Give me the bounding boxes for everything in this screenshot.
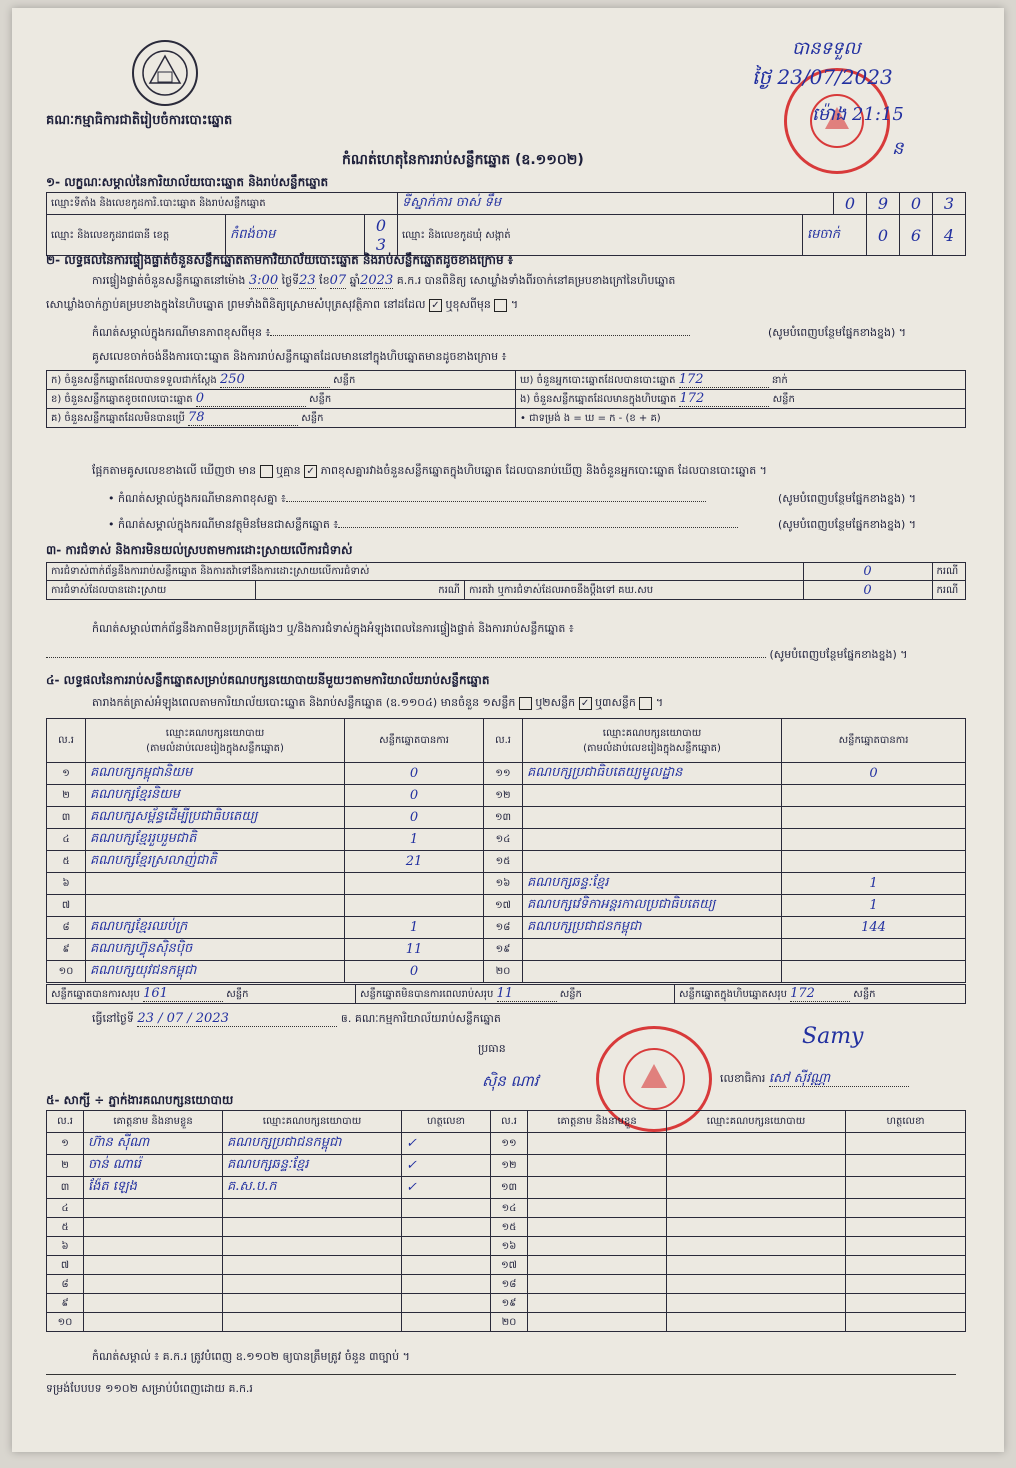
a-value[interactable]: 250	[220, 372, 330, 388]
table-row	[47, 829, 966, 851]
votes-value[interactable]: 144	[782, 917, 966, 939]
sheet1-checkbox[interactable]	[519, 697, 532, 710]
section2-para4: ផ្អែកតាមគូសលេខខាងលើ ឃើញថា មាន ឬគ្មាន ✓ ភាពខុសគ្នារវាងចំនួនសន្លឹកឆ្នោតក្នុងហិបឆ្នោត ដែលបានរាប់ឃើញ និងចំនួនអ្នកបោះឆ្នោត ដែលបានបោះឆ្នោត ។	[92, 464, 767, 477]
witness-name[interactable]	[84, 1199, 223, 1218]
row-no: ១៧	[491, 1256, 528, 1275]
votes-value[interactable]	[345, 873, 484, 895]
appeal-value[interactable]: 0	[803, 581, 932, 600]
diff-yes-checkbox[interactable]	[260, 465, 273, 478]
footnote: កំណត់សម្គាល់ ៖ គ.ក.រ ត្រូវបំពេញ ឧ.១១០២ ឲ្យបានត្រឹមត្រូវ ចំនួន ៣ច្បាប់ ។	[92, 1350, 410, 1363]
party-name[interactable]	[523, 807, 782, 829]
row-no: ១៥	[491, 1218, 528, 1237]
bullet2: • កំណត់សម្គាល់ក្នុងករណីមានវត្ថុមិនមែនជាសន្លឹកឆ្នោត ៖	[108, 518, 738, 532]
witness-signature[interactable]	[846, 1275, 966, 1294]
table-row	[47, 895, 966, 917]
witness-signature[interactable]	[846, 1313, 966, 1332]
party-name[interactable]	[523, 829, 782, 851]
witness-name[interactable]	[528, 1313, 667, 1332]
row-no: ៨	[47, 917, 86, 939]
section2-para3: គូសលេខចាក់ចង់នឹងការបោះឆ្នោត និងការរាប់សន្លឹកឆ្នោតដែលមាននៅក្នុងហិបឆ្នោតមានដូចខាងក្រោម ៖	[92, 350, 507, 363]
party-name[interactable]: គណបក្សខ្មែរនិយម	[86, 785, 345, 807]
votes-value[interactable]	[782, 939, 966, 961]
section3-title: ៣- ការជំទាស់ និងការមិនយល់ស្របតាមការដោះស្រាយលើការជំទាស់	[46, 543, 353, 557]
votes-value[interactable]: 0	[345, 763, 484, 785]
w-col-party-right: ឈ្មោះគណបក្សនយោបាយ	[667, 1111, 846, 1133]
secretary-sign: Samy	[802, 1024, 864, 1049]
row-no: ២	[47, 785, 86, 807]
witness-party[interactable]: គណបក្សឆន្ទៈខ្មែរ	[223, 1155, 402, 1177]
section4-title: ៤- លទ្ធផលនៃការរាប់សន្លឹកឆ្នោតសម្រាប់គណបក្សនយោបាយនីមួយៗតាមការិយាល័យរាប់សន្លឹកឆ្នោត	[46, 673, 490, 687]
witness-party[interactable]	[667, 1313, 846, 1332]
row-no: ៦	[47, 873, 86, 895]
party-name[interactable]	[523, 785, 782, 807]
witness-name[interactable]	[84, 1294, 223, 1313]
section1-table	[46, 192, 966, 256]
witness-signature[interactable]: ✓	[402, 1177, 491, 1199]
c-value[interactable]: 78	[188, 410, 298, 426]
witness-name[interactable]	[84, 1275, 223, 1294]
witness-name[interactable]: ហ៊ាន ស៊ីណា	[84, 1133, 223, 1155]
row-d: ឃ) ចំនួនអ្នកបោះឆ្នោតដែលបានបោះឆ្នោត 172 នាក់	[516, 371, 966, 390]
w-col-name-left: គោត្តនាម និងនាមខ្លួន	[84, 1111, 223, 1133]
witness-name[interactable]	[84, 1237, 223, 1256]
witness-party[interactable]	[223, 1294, 402, 1313]
province-value[interactable]: កំពង់ចាម	[226, 215, 365, 256]
resolved-unit: ករណី	[256, 581, 465, 600]
witness-party[interactable]	[223, 1313, 402, 1332]
section1-title: ១- លក្ខណៈសម្គាល់នៃការិយាល័យបោះឆ្នោត និងរាប់សន្លឹកឆ្នោត	[46, 175, 329, 189]
section4-intro: តារាងកត់ត្រាស់អំឡុងពេលតាមការិយាល័យបោះឆ្នោត និងរាប់សន្លឹកឆ្នោត (ឧ.១១០៤) មានចំនួន ១សន្លឹក ឬ២សន្លឹក ✓ ឬ៣សន្លឹក ។	[92, 696, 664, 709]
commune-code-0[interactable]: 0	[867, 215, 900, 256]
votes-value[interactable]	[782, 785, 966, 807]
objection-unit: ករណី	[932, 563, 965, 581]
section3-hint: (សូមបំពេញបន្ថែមផ្នែកខាងខ្នង) ។	[46, 648, 966, 662]
row-no: ១០	[47, 1313, 84, 1332]
table-row	[47, 1294, 966, 1313]
row-e: ង) ចំនួនសន្លឹកឆ្នោតដែលមានក្នុងហិបឆ្នោត 172 សន្លឹក	[516, 390, 966, 409]
witness-party[interactable]	[667, 1256, 846, 1275]
nec-logo	[130, 38, 200, 108]
witness-name[interactable]	[528, 1237, 667, 1256]
done-line: ធ្វើនៅថ្ងៃទី 23 / 07 / 2023 ឲ. គណៈកម្មការិយាល័យរាប់សន្លឹកឆ្នោត	[92, 1011, 501, 1026]
witness-party[interactable]	[667, 1294, 846, 1313]
e-value[interactable]: 172	[679, 391, 769, 407]
province-code[interactable]: 0 3	[365, 215, 398, 256]
row-no: ៣	[47, 807, 86, 829]
row-no: ១២	[491, 1155, 528, 1177]
row-no: ១	[47, 1133, 84, 1155]
row-no: ៦	[47, 1237, 84, 1256]
witness-signature[interactable]	[402, 1294, 491, 1313]
table-row	[47, 1275, 966, 1294]
table-row	[47, 1133, 966, 1155]
table-row	[47, 785, 966, 807]
received-label: បានទទួល	[792, 38, 861, 59]
col-votes-left: សន្លឹកឆ្នោតបានការ	[345, 719, 484, 763]
total-invalid: សន្លឹកឆ្នោតមិនបានការពេលរាប់សរុប 11 សន្លឹក	[356, 985, 675, 1004]
votes-value[interactable]: 1	[345, 829, 484, 851]
row-b: ខ) ចំនួនសន្លឹកឆ្នោតខូចពេលបោះឆ្នោត 0 សន្លឹក	[47, 390, 516, 409]
witness-signature[interactable]	[402, 1256, 491, 1275]
section3-note: កំណត់សម្គាល់ពាក់ព័ន្ធនឹងភាពមិនប្រក្រតីផ្សេងៗ ឬ/និងការជំទាស់ក្នុងអំឡុងពេលនៃការផ្ទៀងផ្ទាត់ និងការរាប់សន្លឹកឆ្នោត ៖	[92, 622, 574, 635]
witness-name[interactable]: ចាន់ ណារ៉េ	[84, 1155, 223, 1177]
location-label: ឈ្មោះទីតាំង និងលេខកូដការិ.បោះឆ្នោត និងរាប់សន្លឹកឆ្នោត	[47, 193, 398, 215]
witness-signature[interactable]	[846, 1155, 966, 1177]
row-no: ១៦	[484, 873, 523, 895]
col-no-left: ល.រ	[47, 719, 86, 763]
w-col-sign-left: ហត្ថលេខា	[402, 1111, 491, 1133]
witness-party[interactable]	[667, 1133, 846, 1155]
witness-signature[interactable]	[846, 1133, 966, 1155]
row-no: ២០	[484, 961, 523, 983]
row-no: ១១	[491, 1133, 528, 1155]
diff-no-checkbox[interactable]: ✓	[304, 465, 317, 478]
witness-name[interactable]	[528, 1294, 667, 1313]
row-no: ១៩	[484, 939, 523, 961]
witness-signature[interactable]	[402, 1199, 491, 1218]
table-row	[47, 807, 966, 829]
witness-party[interactable]	[667, 1275, 846, 1294]
sheet3-checkbox[interactable]	[639, 697, 652, 710]
party-name[interactable]: គណបក្សខ្មែររួបរួមជាតិ	[86, 829, 345, 851]
b-value[interactable]: 0	[196, 391, 306, 407]
votes-value[interactable]: 1	[782, 895, 966, 917]
secretary-line: លេខាធិការ សៅ ស៊ីវណ្ណា	[720, 1072, 909, 1087]
row-c: គ) ចំនួនសន្លឹកឆ្នោតដែលមិនបានប្រើ 78 សន្លឹក	[47, 409, 516, 428]
witness-party[interactable]	[667, 1177, 846, 1199]
w-col-sign-right: ហត្ថលេខា	[846, 1111, 966, 1133]
section2-para2: សោឃ្លាំងចាក់ភ្ជាប់គម្របខាងក្នុងនៃហិបឆ្នោត ព្រមទាំងពិនិត្យស្រោមសំបុត្រសុវត្ថិភាព នៅដដែល ✓ ឬខុសពីមុន ។	[46, 298, 519, 311]
party-name[interactable]: គណបក្សយុវជនកម្ពុជា	[86, 961, 345, 983]
total-box: សន្លឹកឆ្នោតក្នុងហិបឆ្នោតសរុប 172 សន្លឹក	[675, 985, 966, 1004]
row-no: ១៨	[491, 1275, 528, 1294]
w-col-name-right: គោត្តនាម និងនាមខ្លួន	[528, 1111, 667, 1133]
witness-name[interactable]	[528, 1218, 667, 1237]
org-name: គណៈកម្មាធិការជាតិរៀបចំការបោះឆ្នោត	[46, 113, 233, 128]
form-title: កំណត់ហេតុនៃការរាប់សន្លឹកឆ្នោត (ឧ.១១០២)	[342, 152, 584, 168]
total-valid-value[interactable]: 161	[143, 986, 223, 1002]
party-name[interactable]: គណបក្សសម្ព័ន្ធដើម្បីប្រជាធិបតេយ្យ	[86, 807, 345, 829]
row-no: ១៦	[491, 1237, 528, 1256]
witness-party[interactable]	[667, 1199, 846, 1218]
location-value[interactable]: ទីស្នាក់ការ ចាស់ ទឹម	[398, 193, 834, 215]
formula: • ជាទម្រង់ ង = ឃ = ក - (ខ + គ)	[516, 409, 966, 428]
count-table	[46, 370, 966, 428]
section2-note1: កំណត់សម្គាល់ក្នុងករណីមានភាពខុសពីមុន ៖	[92, 326, 690, 340]
party-name[interactable]	[86, 895, 345, 917]
col-party-right: ឈ្មោះគណបក្សនយោបាយ (តាមលំដាប់លេខរៀងក្នុងសន្លឹកឆ្នោត)	[523, 719, 782, 763]
col-party-left: ឈ្មោះគណបក្សនយោបាយ (តាមលំដាប់លេខរៀងក្នុងសន្លឹកឆ្នោត)	[86, 719, 345, 763]
witness-signature[interactable]	[846, 1218, 966, 1237]
witness-name[interactable]	[528, 1256, 667, 1275]
party-name[interactable]: គណបក្សវេទិកាអន្តរកាលប្រជាធិបតេយ្យ	[523, 895, 782, 917]
witness-name[interactable]	[84, 1256, 223, 1275]
bullet2-hint: (សូមបំពេញបន្ថែមផ្នែកខាងខ្នង) ។	[778, 518, 917, 531]
same-checkbox[interactable]: ✓	[429, 299, 442, 312]
witness-name[interactable]	[84, 1218, 223, 1237]
witness-signature[interactable]	[402, 1275, 491, 1294]
col-votes-right: សន្លឹកឆ្នោតបានការ	[782, 719, 966, 763]
sheet2-checkbox[interactable]: ✓	[579, 697, 592, 710]
row-no: ១៣	[491, 1177, 528, 1199]
witness-name[interactable]	[528, 1177, 667, 1199]
row-no: ១២	[484, 785, 523, 807]
witness-signature[interactable]	[402, 1313, 491, 1332]
witness-signature[interactable]	[846, 1199, 966, 1218]
witness-name[interactable]: ង៉ែត ឡេង	[84, 1177, 223, 1199]
row-no: ១៧	[484, 895, 523, 917]
objection-label: ការជំទាស់ពាក់ព័ន្ធនឹងការរាប់សន្លឹកឆ្នោត និងការតវ៉ាទៅនឹងការដោះស្រាយលើការជំទាស់	[47, 563, 804, 581]
party-name[interactable]: គណបក្សខ្មែរស្រលាញ់ជាតិ	[86, 851, 345, 873]
commune-code-1[interactable]: 6	[900, 215, 933, 256]
witness-party[interactable]	[667, 1155, 846, 1177]
votes-value[interactable]: 11	[345, 939, 484, 961]
votes-value[interactable]	[782, 807, 966, 829]
section5-title: ៥- សាក្សី ÷ ភ្នាក់ងារគណបក្សនយោបាយ	[46, 1093, 234, 1107]
party-name[interactable]	[523, 961, 782, 983]
seal-icon	[619, 1044, 689, 1114]
witness-name[interactable]	[528, 1133, 667, 1155]
witness-name[interactable]	[528, 1155, 667, 1177]
table-row	[47, 1199, 966, 1218]
row-a: ក) ចំនួនសន្លឹកឆ្នោតដែលបានទទួលជាក់ស្តែង 250 សន្លឹក	[47, 371, 516, 390]
witness-signature[interactable]: ✓	[402, 1155, 491, 1177]
row-no: ៥	[47, 851, 86, 873]
party-name[interactable]	[523, 939, 782, 961]
witness-signature[interactable]	[846, 1294, 966, 1313]
witness-name[interactable]	[528, 1275, 667, 1294]
witness-party[interactable]	[667, 1237, 846, 1256]
table-row	[47, 939, 966, 961]
votes-value[interactable]	[345, 895, 484, 917]
party-name[interactable]: គណបក្សហ៊្វុនស៊ិនប៉ិច	[86, 939, 345, 961]
party-name[interactable]: គណបក្សឆន្ទៈខ្មែរ	[523, 873, 782, 895]
row-no: ១៤	[484, 829, 523, 851]
total-valid: សន្លឹកឆ្នោតបានការសរុប 161 សន្លឹក	[47, 985, 356, 1004]
votes-value[interactable]: 21	[345, 851, 484, 873]
witness-party[interactable]	[223, 1256, 402, 1275]
row-no: ៩	[47, 939, 86, 961]
section2-note1-hint: (សូមបំពេញបន្ថែមផ្នែកខាងខ្នង) ។	[768, 326, 907, 339]
row-no: ១៣	[484, 807, 523, 829]
table-row	[47, 1256, 966, 1275]
votes-value[interactable]: 0	[782, 763, 966, 785]
party-name[interactable]	[523, 851, 782, 873]
row-no: ៩	[47, 1294, 84, 1313]
votes-value[interactable]: 0	[345, 807, 484, 829]
col-no-right: ល.រ	[484, 719, 523, 763]
party-name[interactable]: គណបក្សកម្ពុជានិយម	[86, 763, 345, 785]
commune-label: ឈ្មោះ និងលេខកូដឃុំ សង្កាត់	[398, 215, 803, 256]
total-invalid-value[interactable]: 11	[497, 986, 557, 1002]
bullet1-hint: (សូមបំពេញបន្ថែមផ្នែកខាងខ្នង) ។	[778, 492, 917, 505]
party-name[interactable]	[86, 873, 345, 895]
witness-party[interactable]	[223, 1199, 402, 1218]
witness-signature[interactable]	[846, 1256, 966, 1275]
footer-divider	[46, 1374, 956, 1375]
chair-label: ប្រធាន	[478, 1042, 506, 1055]
row-no: ៧	[47, 1256, 84, 1275]
w-col-no-left: ល.រ	[47, 1111, 84, 1133]
d-value[interactable]: 172	[679, 372, 769, 388]
row-no: ៥	[47, 1218, 84, 1237]
table-row	[47, 917, 966, 939]
row-no: ៧	[47, 895, 86, 917]
commune-code-2[interactable]: 4	[933, 215, 966, 256]
row-no: ៣	[47, 1177, 84, 1199]
row-no: ១៨	[484, 917, 523, 939]
totals-table	[46, 984, 966, 1004]
form-page	[12, 8, 1004, 1452]
location-code-1[interactable]: 9	[867, 193, 900, 215]
location-code-0[interactable]: 0	[834, 193, 867, 215]
table-row	[47, 763, 966, 785]
resolved-label: ការជំទាស់ដែលបានដោះស្រាយ	[47, 581, 256, 600]
witness-party[interactable]	[223, 1237, 402, 1256]
row-no: ១៤	[491, 1199, 528, 1218]
section3-table	[46, 562, 966, 600]
section2-para1: ការផ្ទៀងផ្ទាត់ចំនួនសន្លឹកឆ្នោតនៅម៉ោង 3:00 ថ្ងៃទី23 ខែ07 ឆ្នាំ2023 គ.ក.រ បានពិនិត្យ សោឃ្លាំងទាំងពីរចាក់នៅគម្របខាងក្រៅនៃហិបឆ្នោត	[92, 273, 676, 288]
votes-value[interactable]: 1	[782, 873, 966, 895]
witness-signature[interactable]	[846, 1237, 966, 1256]
witness-party[interactable]: គ.ស.ប.ក	[223, 1177, 402, 1199]
w-col-no-right: ល.រ	[491, 1111, 528, 1133]
party-name[interactable]: គណបក្សប្រជាធិបតេយ្យមូលដ្ឋាន	[523, 763, 782, 785]
received-mark: ន	[892, 138, 904, 159]
witness-party[interactable]: គណបក្សប្រជាជនកម្ពុជា	[223, 1133, 402, 1155]
row-no: ១	[47, 763, 86, 785]
witness-signature[interactable]	[402, 1218, 491, 1237]
witness-name[interactable]	[528, 1199, 667, 1218]
table-row	[47, 1218, 966, 1237]
objection-value[interactable]: 0	[803, 563, 932, 581]
votes-value[interactable]: 1	[345, 917, 484, 939]
party-name[interactable]: គណបក្សខ្មែរឈប់ក្រ	[86, 917, 345, 939]
witness-party[interactable]	[667, 1218, 846, 1237]
results-table	[46, 718, 966, 983]
section2-title: ២- លទ្ធផលនៃការផ្ទៀងផ្ទាត់ចំនួនសន្លឹកឆ្នោតតាមការិយាល័យបោះឆ្នោត និងរាប់សន្លឹកឆ្នោតដូចខាងក្រោម ៖	[46, 253, 514, 267]
votes-value[interactable]: 0	[345, 785, 484, 807]
appeal-unit: ករណី	[932, 581, 965, 600]
w-col-party-left: ឈ្មោះគណបក្សនយោបាយ	[223, 1111, 402, 1133]
row-no: ១៥	[484, 851, 523, 873]
row-no: ៤	[47, 829, 86, 851]
commune-value[interactable]: មេចាក់	[802, 215, 866, 256]
row-no: ២	[47, 1155, 84, 1177]
table-row	[47, 961, 966, 983]
witness-table	[46, 1110, 966, 1332]
bullet1: • កំណត់សម្គាល់ក្នុងករណីមានភាពខុសគ្នា ៖	[108, 492, 706, 506]
witness-party[interactable]	[223, 1275, 402, 1294]
witness-name[interactable]	[84, 1313, 223, 1332]
table-row	[47, 851, 966, 873]
table-row	[47, 873, 966, 895]
table-row	[47, 1155, 966, 1177]
table-row	[47, 1313, 966, 1332]
row-no: ១០	[47, 961, 86, 983]
row-no: ២០	[491, 1313, 528, 1332]
chair-name: ស៊ិន ណាវ	[482, 1072, 539, 1090]
votes-value[interactable]	[782, 851, 966, 873]
total-box-value[interactable]: 172	[790, 986, 850, 1002]
row-no: ១៩	[491, 1294, 528, 1313]
row-no: ១១	[484, 763, 523, 785]
votes-value[interactable]: 0	[345, 961, 484, 983]
party-name[interactable]: គណបក្សប្រជាជនកម្ពុជា	[523, 917, 782, 939]
table-row	[47, 1237, 966, 1256]
footer-text: ទម្រង់បែបបទ ១១០២ សម្រាប់បំពេញដោយ គ.ក.រ	[46, 1382, 253, 1395]
location-code-2[interactable]: 0	[900, 193, 933, 215]
witness-party[interactable]	[223, 1218, 402, 1237]
received-date: ថ្ងៃ 23/07/2023	[752, 65, 893, 89]
location-code-3[interactable]: 3	[933, 193, 966, 215]
row-no: ៤	[47, 1199, 84, 1218]
province-label: ឈ្មោះ និងលេខកូដរាជធានី ខេត្ត	[47, 215, 226, 256]
appeal-label: ការតវ៉ា ឬការជំទាស់ដែលអាចនឹងប្ដឹងទៅ គឃ.សប	[465, 581, 804, 600]
witness-signature[interactable]	[846, 1177, 966, 1199]
row-no: ៨	[47, 1275, 84, 1294]
witness-signature[interactable]	[402, 1237, 491, 1256]
table-row	[47, 1177, 966, 1199]
emblem-icon	[130, 38, 200, 108]
witness-signature[interactable]: ✓	[402, 1133, 491, 1155]
received-time: ម៉ោង 21:15	[812, 104, 904, 125]
votes-value[interactable]	[782, 829, 966, 851]
different-checkbox[interactable]	[494, 299, 507, 312]
votes-value[interactable]	[782, 961, 966, 983]
